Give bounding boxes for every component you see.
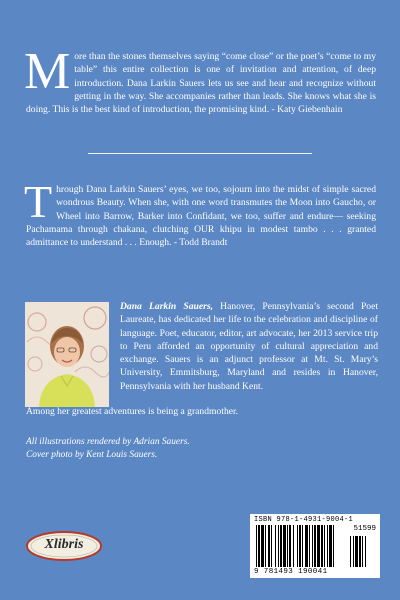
author-bio-continued	[26, 405, 378, 418]
section-divider	[88, 153, 312, 154]
isbn-number: ISBN 978-1-4931-9004-1	[254, 516, 354, 524]
author-portrait-image	[25, 302, 109, 407]
endorsement-text: ore than the stones themselves saying “come close” or the poet’s “come to my table” this entire collection is one of invitation and attention, of deep introduction. Dana Larkin Sauers lets us see and hear and recognize without getting in the way. She accompanies rather than leads. She knows what she is doing. This is the best kind of introduction, the promising kind. - Katy Giebenhain	[26, 51, 376, 116]
publisher-name: Xlibris	[44, 537, 84, 552]
credits	[26, 436, 190, 462]
price-code: 51599	[353, 525, 376, 533]
ean-number: 9 781493 190041	[254, 568, 328, 576]
dropcap-letter: T	[24, 176, 53, 227]
endorsement-quote	[24, 176, 376, 249]
author-name: Dana Larkin Sauers,	[120, 301, 213, 312]
photo-credit: Cover photo by Kent Louis Sauers.	[26, 450, 158, 460]
author-bio	[120, 300, 378, 393]
illustration-credit: All illustrations rendered by Adrian Sauers.	[26, 437, 190, 447]
isbn-barcode	[250, 514, 380, 578]
publisher-logo	[26, 531, 102, 561]
author-bio-text-end: Among her greatest adventures is being a grandmother.	[26, 406, 239, 417]
endorsement-quote	[24, 43, 376, 116]
author-bio-text: Hanover, Pennsylvania’s second Poet Laureate, has dedicated her life to the celebration and discipline of language. Poet, educator, editor, art advocate, her 2013 service trip to Peru afforded an opportunity of cultural appreciation and exchange. Sauers is an adjunct professor at Mt. St. Mary’s University, Emmitsburg, Maryland and resides in Hanover, Pennsylvania with her husband Kent.	[120, 301, 378, 392]
dropcap-letter: M	[24, 43, 71, 100]
endorsement-text: hrough Dana Larkin Sauers’ eyes, we too, sojourn into the midst of simple sacred wondrous Beauty. When she, with one word transmutes the Moon into Gaucho, or Wheel into Barrow, Barker into Confidant, we too, suffer and endure— seeking Pachamama through chakana, clutching OUR khipu in modest tambo . . . granted admittance to understand . . . Enough. - Todd Brandt	[26, 184, 376, 249]
author-photo	[25, 302, 109, 407]
